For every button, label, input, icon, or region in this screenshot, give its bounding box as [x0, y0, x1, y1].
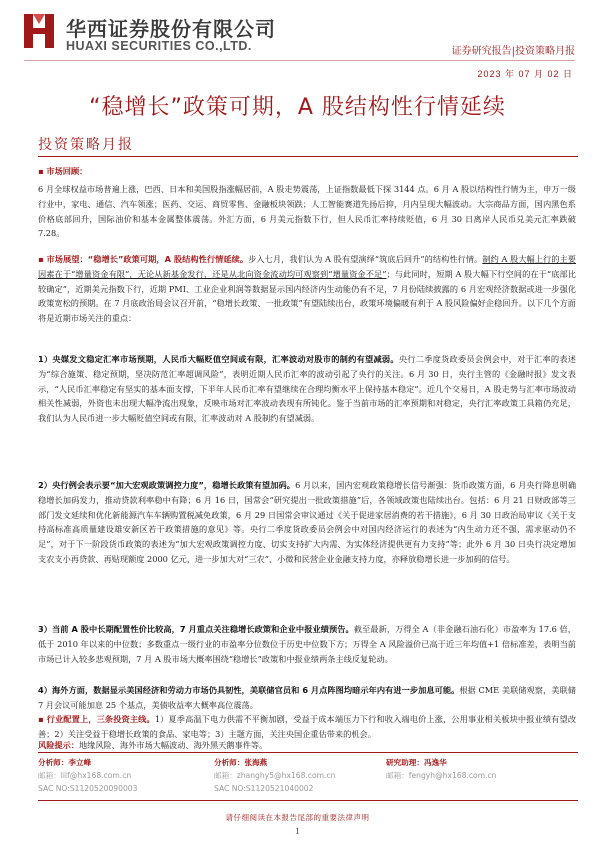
market-outlook-section: ▪ 市场展望：“稳增长”政策可期，A 股结构性行情延续。步入七月，我们认为 A 股有望演绎“筑底后回升”的结构性行情。制约 A 股大幅上行的主要因素在于“增量资金有限”，无论从新基金发行，还是从北向资金流动均可观察到“增量资金不足”；与此同时，短期 A 股大幅下行空间的在于“底部比较确定”，近期美元指数下行，近期 PMI、工业企业利润等数据显示国内经济内生动能仍有不足，7 月份陆续披露的 6 月宏观经济数据或进一步强化政策宽松的预期。在 7 月底政治局会议召开前，“稳增长政策、一批政策”有望陆续出台，政策环境偏暖有利于 A 股风险偏好企稳回升。以下几个方面将是近期市场关注的重点： — [38, 254, 576, 324]
analyst-1-email[interactable]: lilf@hx168.com.cn — [60, 771, 132, 780]
huaxi-logo-icon — [24, 14, 54, 48]
point-1: 1）央媒发文稳定汇率市场预期，人民币大幅贬值空间或有限，汇率波动对股市的制约有望减弱。央行二季度货政委员会例会中，对于汇率的表述为“综合施策、稳定预期，坚决防范汇率超调风险”，表明近期人民币汇率的波动引起了央行的关注。6 月 30 日，央行主管的《金融时报》发文表示，“人民币汇率稳定有坚实的基本面支撑，下半年人民币汇率有望继续在合理均衡水平上保持基本稳定”。近几个交易日，A 股走势与汇率市场波动相关性减弱，外资也未出现大幅净流出现象，反映市场对汇率波动表现有所钝化。鉴于当前市场的汇率预期和对稳定，央行汇率政策工具箱仍充足，我们认为人民币进一步大幅贬值空间或有限，汇率波动对 A 股制约有望减弱。 — [38, 354, 576, 424]
analyst-card-3: 研究助理：冯逸华 邮箱：fengyh@hx168.com.cn — [386, 758, 497, 780]
analyst-3-email[interactable]: fengyh@hx168.com.cn — [408, 771, 497, 780]
market-outlook-lead: “稳增长”政策可期，A 股结构性行情延续。 — [87, 254, 249, 264]
legal-disclaimer: 请仔细阅读在本报告尾部的重要法律声明 — [225, 813, 370, 822]
report-title: “稳增长”政策可期，A 股结构性行情延续 — [89, 95, 506, 120]
company-name-cn: 华西证券股份有限公司 — [66, 17, 276, 41]
point-3: 3）当前 A 股中长期配置性价比较高，7 月重点关注稳增长政策和企业中报业绩预告。截至最新，万得全 A（非金融石油石化）市盈率为 17.6 倍，低于 2010 年以来的中位数；多数重点一级行业的市盈率分位数位于历史中位数下方；万得全 A 风险溢价已高于近三年均值+1 倍标准差，表明当前市场已计入较多悲观预期，7 月 A 股市场大概率围绕“稳增长”政策和中报业绩两条主线反复轮动。 — [38, 624, 576, 664]
analyst-card-2: 分析师：张海燕 邮箱：zhanghy5@hx168.com.cn SAC NO:S1120521040002 — [214, 758, 336, 793]
subtitle-divider — [38, 156, 578, 157]
document-type: 证券研究报告|投资策略月报 — [451, 46, 575, 57]
point-4: 4）海外方面，数据显示美国经济和劳动力市场仍具韧性，美联储官员和 6 月点阵图均暗示年内有进一步加息可能。根据 CME 美联储观察，美联储 7 月会议可能加息 25 个基点，美债收益率大概率高位震荡。 — [38, 685, 576, 710]
market-outlook-heading: ▪ 市场展望： — [38, 254, 88, 264]
report-date: 2023 年 07 月 02 日 — [477, 69, 573, 79]
page-number: 1 — [295, 826, 300, 836]
report-subtitle: 投资策略月报 — [38, 137, 134, 153]
company-name-en: HUAXI SECURITIES CO.,LTD. — [66, 39, 252, 53]
point-2: 2）央行例会表示要“加大宏观政策调控力度”，稳增长政策有望加码。6 月以来，国内宏观政策稳增长信号渐强：货币政策方面，6 月央行降息明确稳增长加码发力，推动贷款利率稳中有降；6 月 16 日，国常会“研究提出一批政策措施”后，各领域政策也陆续出台。包括：6 月 21 日财政部等三部门发文延续和优化新能源汽车车辆购置税减免政策，6 月 29 日国常会审议通过《关于促进家居消费的若干措施》，6 月 30 日政治局审议《关于支持高标准高质量建设雄安新区若干政策措施的意见》等。央行二季度货政委员会例会中对国内经济运行的表述为“内生动力还不强，需求驱动仍不足”，对于下一阶段货币政策的表述为“加大宏观政策调控力度、切实支持扩大内需、为实体经济提供更有力支持”等；此外 6 月 30 日央行决定增加支农支小再贷款、再贴现额度 2000 亿元，进一步加大对“三农”、小微和民营企业金融支持力度，亦释放稳增长进一步加码的信号。 — [38, 480, 577, 564]
industry-allocation: ▪ 行业配置上，三条投资主线。1）夏季高温下电力供需不平衡加剧，受益于成本端压力下行和收入端电价上涨，公用事业相关板块中报业绩有望改善；2）关注受益于稳增长政策的食品、家电等；3）主题方面，关注央国企重估带来的机会。 — [38, 714, 577, 739]
analyst-divider-bottom — [38, 800, 578, 801]
header-divider — [24, 60, 575, 61]
outlook-underlined-text: 制约 A 股大幅上行的主要因素在于“增量资金有限”，无论从新基金发行，还是从北向资金流动均可观察到“增量资金不足” — [38, 254, 576, 279]
market-review-text: 6 月全球权益市场普遍上涨，巴西、日本和美国股指涨幅居前，A 股走势震荡，上证指数最低下探 3144 点。6 月 A 股以结构性行情为主，申万一级行业中，家电、通信、汽车领涨；医药、交运、商贸零售、金融板块领跌；人工智能赛道先扬后抑，月内呈现大幅波动。大宗商品方面，国内黑色系价格底部回升，国际油价和基本金属整体震荡。外汇方面，6 月美元指数下行，但人民币汇率持续贬值，6 月 30 日离岸人民币兑美元汇率跌破 7.28。 — [38, 184, 576, 239]
analyst-card-1: 分析师：李立峰 邮箱：lilf@hx168.com.cn SAC NO:S1120520090003 — [38, 758, 138, 793]
risk-warning: 风险提示：地缘风险、海外市场大幅波动、海外黑天鹅事件等。 — [38, 740, 268, 750]
analyst-2-email[interactable]: zhanghy5@hx168.com.cn — [236, 771, 336, 780]
market-review-heading: ▪ 市场回顾： — [38, 166, 88, 176]
